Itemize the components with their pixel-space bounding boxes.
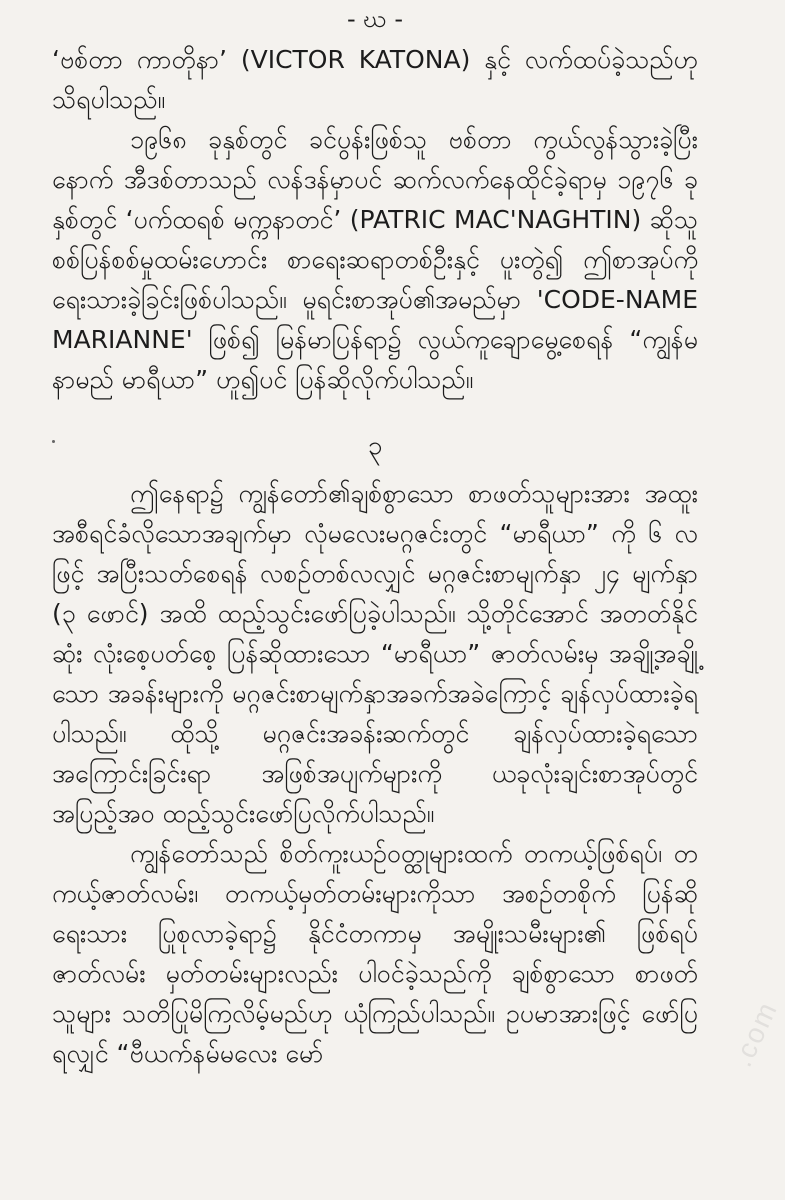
paragraph-2: ၁၉၆၈ ခုနှစ်တွင် ခင်ပွန်းဖြစ်သူ ဗစ်တာ ကွယ်လွန်သွားခဲ့ပြီးနောက် အီဒစ်တာသည် လန်ဒန်မှာပင် ဆက်လက်နေထိုင်ခဲ့ရာမှ ၁၉၇၆ ခုနှစ်တွင် ‘ပက်ထရစ် မက္ကနာတင်’ (PATRIC MAC'NAGHTIN) ဆိုသူ စစ်ပြန်စစ်မှုထမ်းဟောင်း စာရေးဆရာတစ်ဦးနှင့် ပူးတွဲ၍ ဤစာအုပ်ကို ရေးသားခဲ့ခြင်းဖြစ်ပါသည်။ မူရင်းစာအုပ်၏အမည်မှာ 'CODE-NAME MARIANNE' ဖြစ်၍ မြန်မာပြန်ရာ၌ လွယ်ကူချောမွေ့စေရန် “ကျွန်မနာမည် မာရီယာ” ဟူ၍ပင် ပြန်ဆိုလိုက်ပါသည်။ <box>52 125 698 394</box>
section-number: ၃ <box>367 431 383 461</box>
watermark: .com <box>726 996 784 1072</box>
paragraph-1: ‘ဗစ်တာ ကာတိုနာ’ (VICTOR KATONA) နှင့် လက်ထပ်ခဲ့သည်ဟု သိရပါသည်။ <box>52 45 698 114</box>
page-mark-dot <box>52 440 55 443</box>
paragraph-3: ဤနေရာ၌ ကျွန်တော်၏ချစ်စွာသော စာဖတ်သူများအား အထူးအစီရင်ခံလိုသောအချက်မှာ လုံမလေးမဂ္ဂဇင်းတွင် “မာရီယာ” ကို ၆ လဖြင့် အပြီးသတ်စေရန် လစဉ်တစ်လလျှင် မဂ္ဂဇင်းစာမျက်နှာ ၂၄ မျက်နှာ (၃ ဖောင်) အထိ ထည့်သွင်းဖော်ပြခဲ့ပါသည်။ သို့တိုင်အောင် အတတ်နိုင်ဆုံး လုံးစေ့ပတ်စေ့ ပြန်ဆိုထားသော “မာရီယာ” ဇာတ်လမ်းမှ အချို့အချို့သော အခန်းများကို မဂ္ဂဇင်းစာမျက်နှာအခက်အခဲကြောင့် ချန်လှပ်ထားခဲ့ရပါသည်။ ထိုသို့ မဂ္ဂဇင်းအခန်းဆက်တွင် ချန်လှပ်ထားခဲ့ရသော အကြောင်းခြင်းရာ အဖြစ်အပျက်များကို ယခုလုံးချင်းစာအုပ်တွင် အပြည့်အဝ ထည့်သွင်းဖော်ပြလိုက်ပါသည်။ <box>52 479 698 828</box>
page-content <box>52 40 698 1074</box>
page-number: - ဃ - <box>347 5 403 33</box>
paragraph-4: ကျွန်တော်သည် စိတ်ကူးယဉ်ဝတ္ထုများထက် တကယ့်ဖြစ်ရပ်၊ တကယ့်ဇာတ်လမ်း၊ တကယ့်မှတ်တမ်းများကိုသာ အစဉ်တစိုက် ပြန်ဆိုရေးသား ပြုစုလာခဲ့ရာ၌ နိုင်ငံတကာမှ အမျိုးသမီးများ၏ ဖြစ်ရပ်ဇာတ်လမ်း မှတ်တမ်းများလည်း ပါဝင်ခဲ့သည်ကို ချစ်စွာသော စာဖတ်သူများ သတိပြုမိကြလိမ့်မည်ဟု ယုံကြည်ပါသည်။ ဥပမာအားဖြင့် ဖော်ပြရလျှင် “ဗီယက်နမ်မလေး မော် <box>52 839 698 1068</box>
